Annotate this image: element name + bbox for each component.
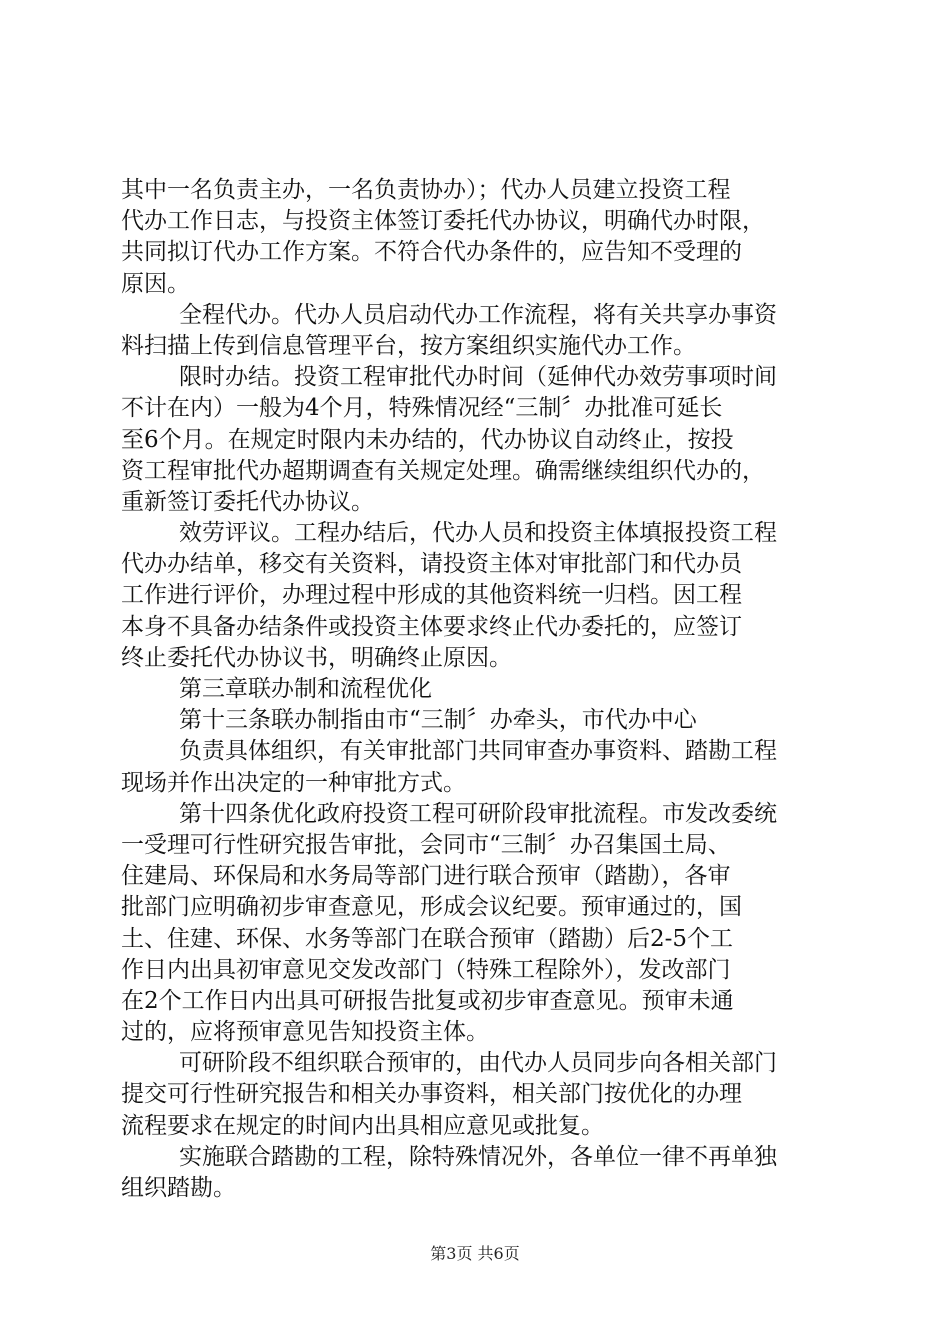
text-line: 流程要求在规定的时间内出具相应意见或批复。	[121, 1112, 604, 1139]
text-line: 土、住建、环保、水务等部门在联合预审（踏勘）后2-5个工	[121, 925, 734, 952]
text-line: 负责具体组织，有关审批部门共同审查办事资料、踏勘工程	[179, 738, 777, 765]
text-line: 料扫描上传到信息管理平台，按方案组织实施代办工作。	[121, 332, 696, 359]
text-line: 至6个月。在规定时限内未办结的，代办协议自动终止，按投	[121, 426, 734, 453]
text-line: 住建局、环保局和水务局等部门进行联合预审（踏勘），各审	[121, 863, 731, 890]
page-footer: 第3页 共6页	[430, 1244, 520, 1263]
text-line: 第十三条联办制指由市“三制〞办牵头，市代办中心	[179, 707, 697, 734]
text-line: 第十四条优化政府投资工程可研阶段审批流程。市发改委统	[179, 800, 777, 827]
text-line: 过的，应将预审意见告知投资主体。	[121, 1019, 489, 1046]
text-line: 第三章联办制和流程优化	[179, 676, 432, 702]
text-line: 原因。	[121, 270, 190, 297]
text-line: 在2个工作日内出具可研报告批复或初步审查意见。预审未通	[121, 987, 734, 1014]
text-line: 组织踏勘。	[121, 1175, 236, 1201]
text-line: 其中一名负责主办，一名负责协办）；代办人员建立投资工程	[121, 177, 731, 203]
text-line: 一受理可行性研究报告审批，会同市“三制〞办召集国土局、	[121, 831, 731, 858]
text-line: 全程代办。代办人员启动代办工作流程，将有关共享办事资	[179, 301, 777, 328]
text-line: 本身不具备办结条件或投资主体要求终止代办委托的，应签订	[121, 613, 742, 640]
text-line: 代办办结单，移交有关资料，请投资主体对审批部门和代办员	[121, 551, 742, 578]
text-line: 重新签订委托代办协议。	[121, 488, 374, 515]
text-line: 共同拟订代办工作方案。不符合代办条件的，应告知不受理的	[121, 239, 742, 266]
text-line: 资工程审批代办超期调查有关规定处理。确需继续组织代办的，	[121, 457, 765, 484]
text-line: 工作进行评价，办理过程中形成的其他资料统一归档。因工程	[121, 582, 742, 609]
text-line: 限时办结。投资工程审批代办时间（延伸代办效劳事项时间	[179, 364, 777, 391]
text-line: 终止委托代办协议书，明确终止原因。	[121, 644, 512, 671]
text-line: 实施联合踏勘的工程，除特殊情况外，各单位一律不再单独	[179, 1143, 777, 1170]
text-line: 效劳评议。工程办结后，代办人员和投资主体填报投资工程	[179, 520, 777, 547]
text-line: 作日内出具初审意见交发改部门（特殊工程除外），发改部门	[121, 956, 731, 983]
document-body	[121, 175, 841, 1204]
text-line: 现场并作出决定的一种审批方式。	[121, 769, 466, 796]
text-line: 不计在内）一般为4个月，特殊情况经“三制〞办批准可延长	[121, 395, 723, 422]
text-line: 代办工作日志，与投资主体签订委托代办协议，明确代办时限，	[121, 208, 765, 235]
text-line: 批部门应明确初步审查意见，形成会议纪要。预审通过的，国	[121, 894, 742, 921]
text-line: 可研阶段不组织联合预审的，由代办人员同步向各相关部门	[179, 1050, 777, 1077]
text-line: 提交可行性研究报告和相关办事资料，相关部门按优化的办理	[121, 1081, 742, 1108]
